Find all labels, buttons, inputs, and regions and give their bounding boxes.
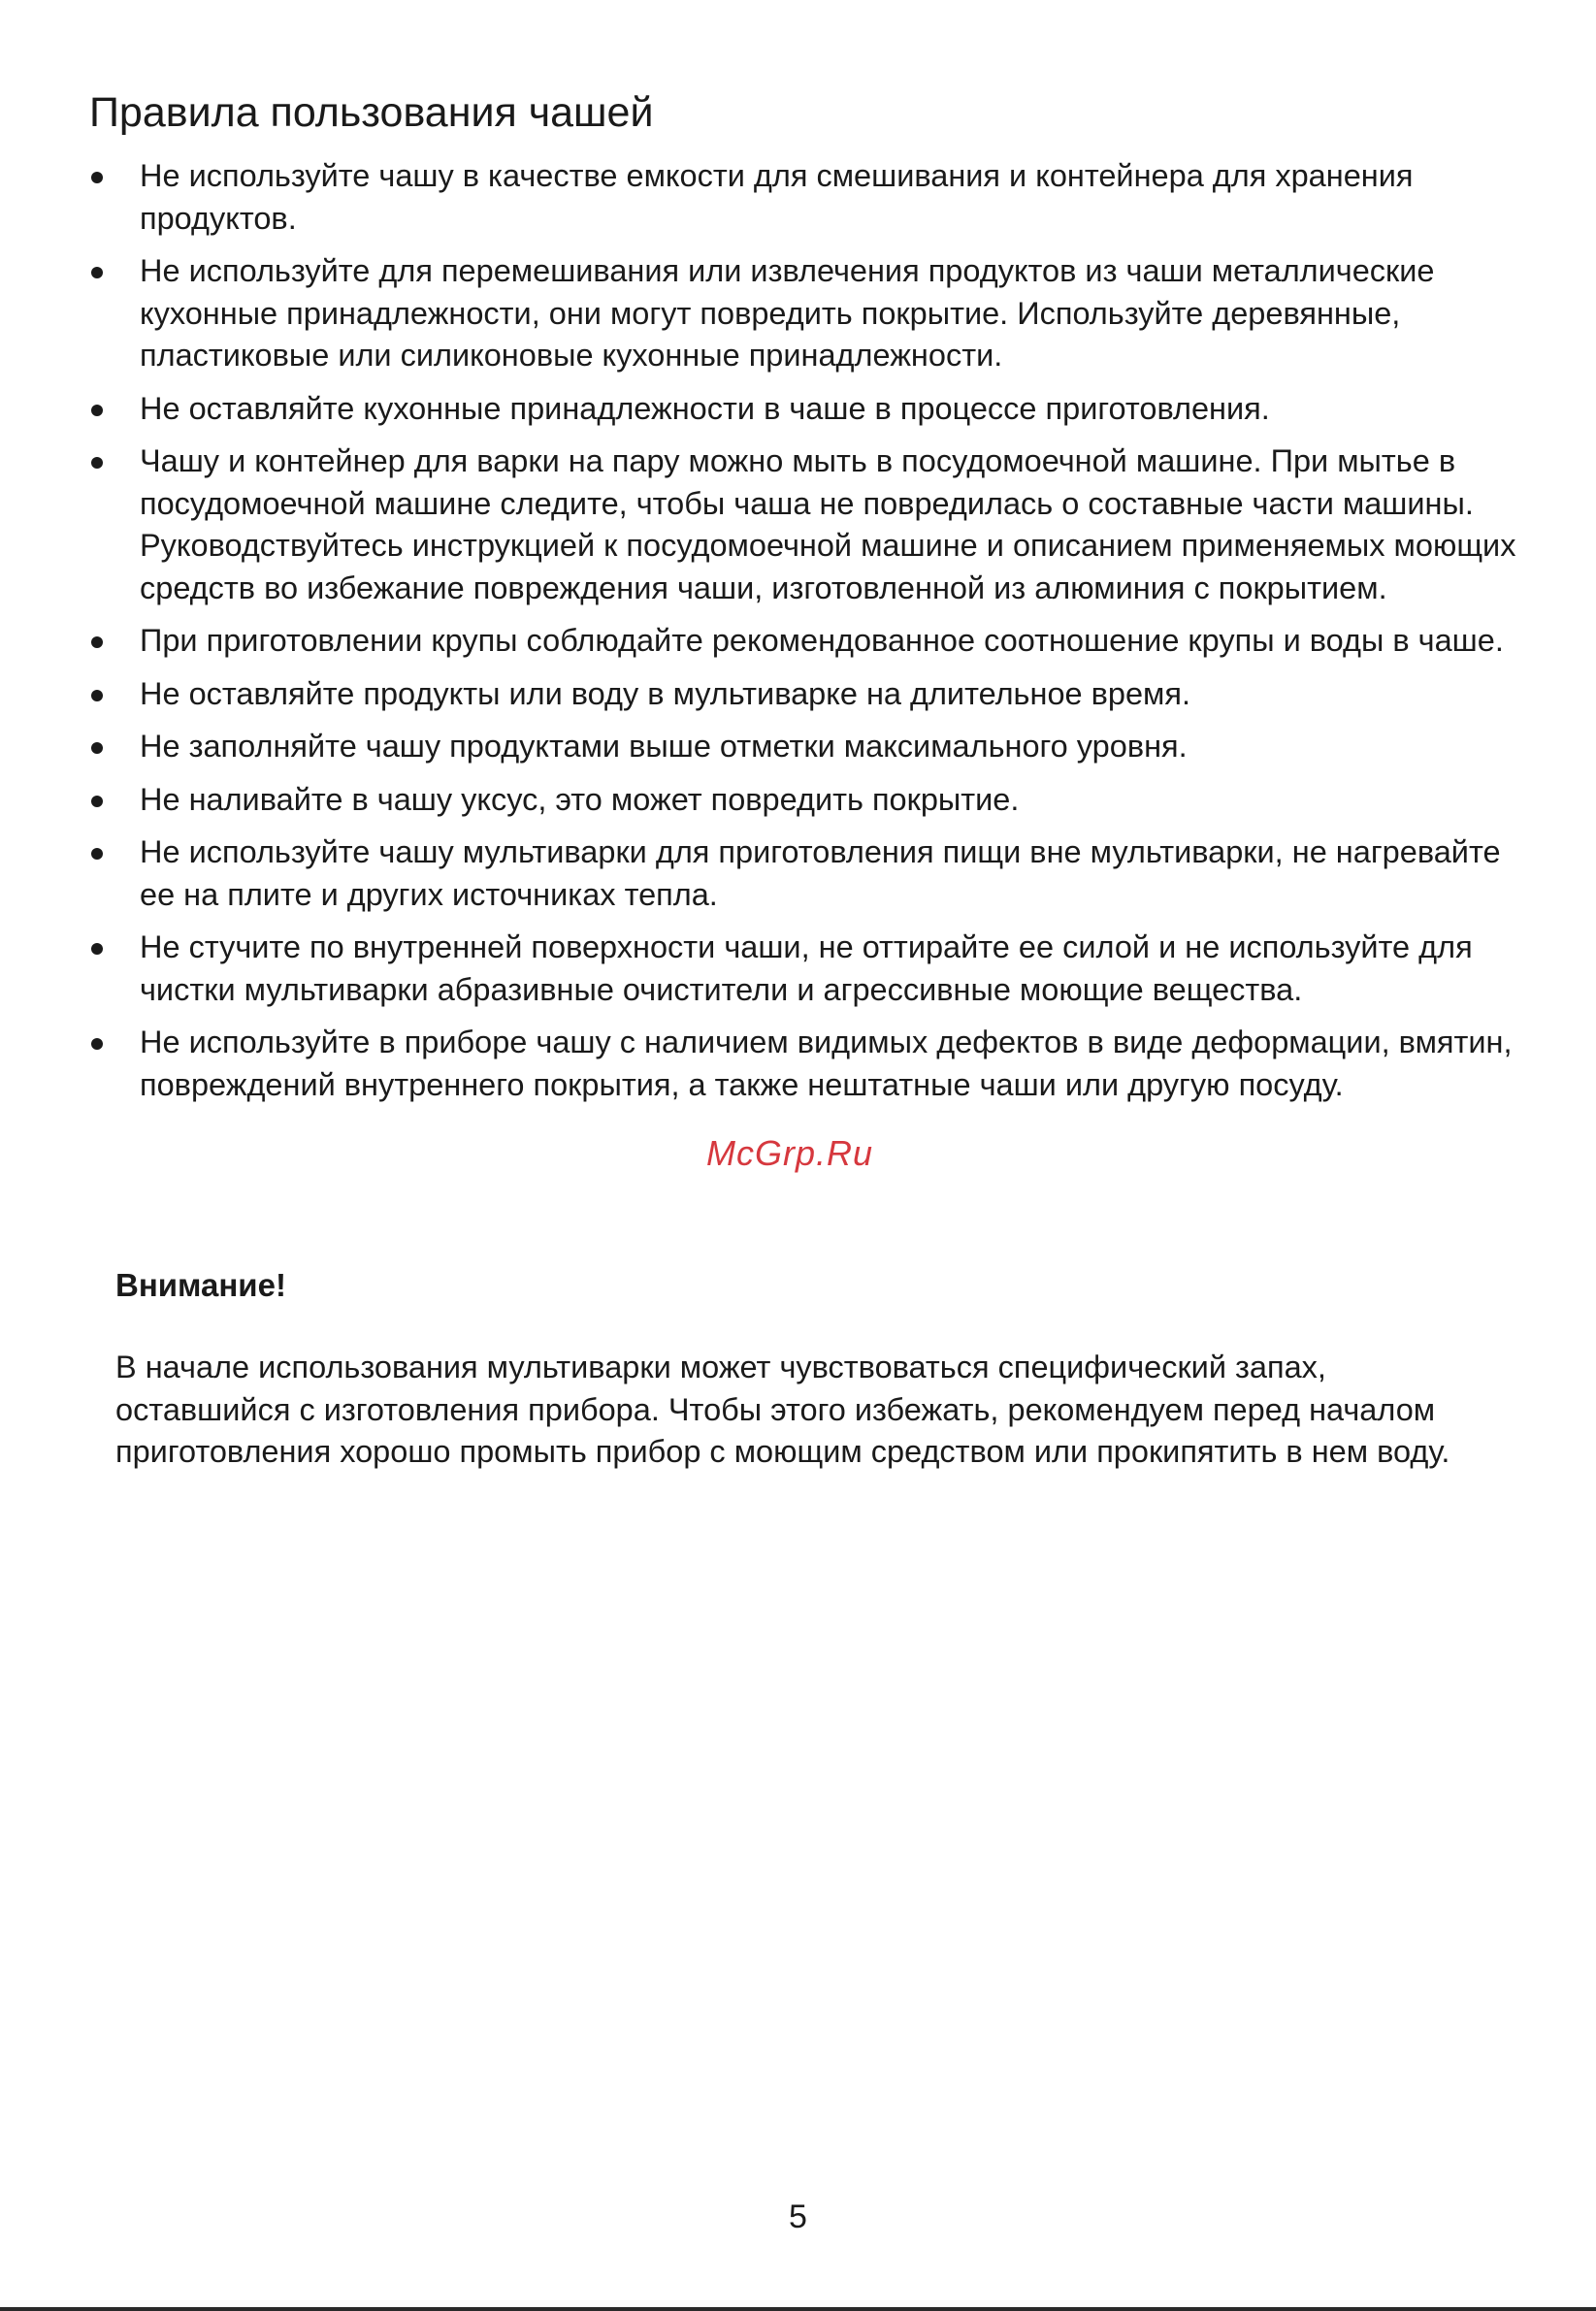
watermark: McGrp.Ru xyxy=(706,1133,874,1173)
list-item xyxy=(89,831,1525,916)
attention-text: В начале использования мультиварки может чувствоваться специфический запах, оставшийся с изготовления прибора. Чтобы этого избежать, рекомендуем перед началом приготовления хорошо промыть прибор с моющим средством или прокипятить в нем воду. xyxy=(115,1350,1450,1469)
rule-text: Не заполняйте чашу продуктами выше отметки максимального уровня. xyxy=(140,729,1188,764)
page-bottom-divider xyxy=(0,2307,1596,2311)
bullet-icon xyxy=(91,636,103,648)
bullet-icon xyxy=(91,690,103,701)
bullet-icon xyxy=(91,405,103,416)
attention-heading: Внимание! xyxy=(115,1267,286,1303)
rule-text: Не стучите по внутренней поверхности чаши, не оттирайте ее силой и не используйте для чистки мультиварки абразивные очистители и агрессивные моющие вещества. xyxy=(140,929,1473,1007)
rule-text: Не используйте чашу мультиварки для приготовления пищи вне мультиварки, не нагревайте ее на плите и других источниках тепла. xyxy=(140,834,1501,912)
page-title: Правила пользования чашей xyxy=(89,89,654,136)
list-item xyxy=(89,440,1525,609)
list-item xyxy=(89,250,1525,377)
bullet-icon xyxy=(91,848,103,860)
list-item xyxy=(89,726,1525,768)
bullet-icon xyxy=(91,1038,103,1050)
list-item xyxy=(89,388,1525,431)
list-item xyxy=(89,155,1525,240)
list-item xyxy=(89,673,1525,716)
rule-text: При приготовлении крупы соблюдайте рекомендованное соотношение крупы и воды в чаше. xyxy=(140,623,1504,658)
bullet-icon xyxy=(91,172,103,183)
rule-text: Не используйте чашу в качестве емкости для смешивания и контейнера для хранения продуктов. xyxy=(140,158,1414,236)
list-item xyxy=(89,779,1525,822)
page-number: 5 xyxy=(789,2198,807,2235)
list-item xyxy=(89,1022,1525,1106)
rule-text: Не оставляйте кухонные принадлежности в чаше в процессе приготовления. xyxy=(140,390,1270,426)
rule-text: Не оставляйте продукты или воду в мультиварке на длительное время. xyxy=(140,675,1191,711)
list-item xyxy=(89,620,1525,663)
rule-text: Не наливайте в чашу уксус, это может повредить покрытие. xyxy=(140,781,1020,817)
rule-text: Чашу и контейнер для варки на пару можно мыть в посудомоечной машине. При мытье в посудомоечной машине следите, чтобы чаша не повредилась о составные части машины. Руководствуйтесь инструкцией к посудомоечной машине и описанием применяемых моющих средств во избежание повреждения чаши, изготовленной из алюминия с покрытием. xyxy=(140,443,1516,605)
bullet-icon xyxy=(91,457,103,469)
rule-text: Не используйте в приборе чашу с наличием видимых дефектов в виде деформации, вмятин, повреждений внутреннего покрытия, а также нештатные чаши или другую посуду. xyxy=(140,1025,1513,1102)
list-item xyxy=(89,927,1525,1011)
bullet-icon xyxy=(91,943,103,955)
rule-text: Не используйте для перемешивания или извлечения продуктов из чаши металлические кухонные принадлежности, они могут повредить покрытие. Используйте деревянные, пластиковые или силиконовые кухонные принадлежности. xyxy=(140,253,1435,373)
bullet-icon xyxy=(91,267,103,278)
bullet-icon xyxy=(91,742,103,754)
bullet-icon xyxy=(91,796,103,807)
rules-list xyxy=(89,155,1525,1117)
